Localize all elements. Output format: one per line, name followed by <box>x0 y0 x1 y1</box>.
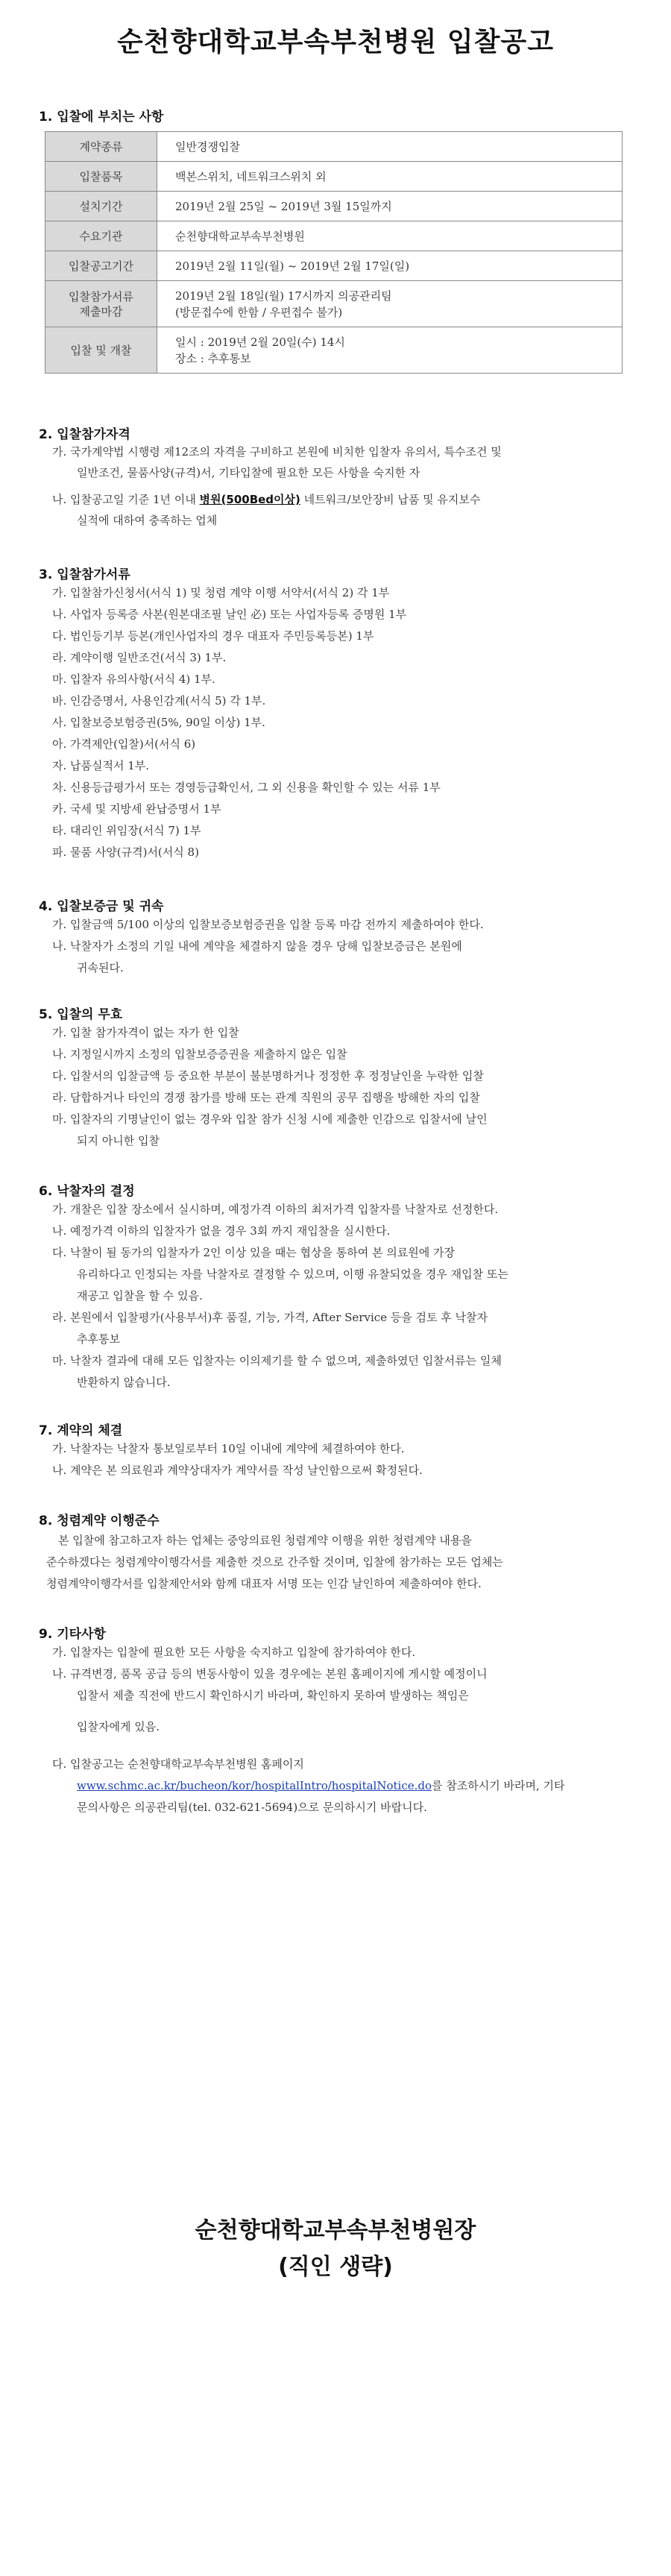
document-item: 나. 사업자 등록증 사본(원본대조필 날인 必) 또는 사업자등록 증명원 1부 <box>52 608 407 621</box>
table-row <box>45 192 623 221</box>
bid-info-table <box>45 131 623 374</box>
page-title: 순천향대학교부속부천병원 입찰공고 <box>117 27 554 57</box>
text-part: 를 참조하시기 바라며, 기타 <box>432 1779 565 1792</box>
row-value-line: 2019년 2월 18일(월) 17시까지 의공관리팀 <box>175 289 392 303</box>
document-item: 사. 입찰보증보험증권(5%, 90일 이상) 1부. <box>52 716 265 729</box>
misc-item-cont: 입찰자에게 있음. <box>77 1720 160 1733</box>
row-value-line: 장소 : 추후통보 <box>175 351 251 365</box>
table-row <box>45 251 623 281</box>
misc-item: 나. 규격변경, 품목 공급 등의 변동사항이 있을 경우에는 본원 홈페이지에 게시할 예정이니 <box>52 1667 488 1681</box>
homepage-link[interactable]: www.schmc.ac.kr/bucheon/kor/hospitalIntro/hospitalNotice.do <box>77 1779 432 1792</box>
section-3-heading: 3. 입찰참가서류 <box>39 567 130 582</box>
misc-item: 가. 입찰자는 입찰에 필요한 모든 사항을 숙지하고 입찰에 참가하여야 한다. <box>52 1646 416 1659</box>
award-item-cont: 유리하다고 인정되는 자를 낙찰자로 결정할 수 있으며, 이행 유찰되었을 경우 재입찰 또는 <box>77 1267 508 1281</box>
document-item: 카. 국세 및 지방세 완납증명서 1부 <box>52 802 221 816</box>
qualification-item-cont: 일반조건, 물품사양(규격)서, 기타입찰에 필요한 모든 사항을 숙지한 자 <box>77 466 420 479</box>
row-label-line: 입찰참가서류 <box>69 289 133 303</box>
section-8-heading: 8. 청렴계약 이행준수 <box>39 1514 160 1528</box>
row-value: 백본스위치, 네트워크스위치 외 <box>157 162 623 192</box>
document-item: 다. 법인등기부 등본(개인사업자의 경우 대표자 주민등록등본) 1부 <box>52 629 374 643</box>
table-row <box>45 162 623 192</box>
award-item-cont: 반환하지 않습니다. <box>77 1376 171 1389</box>
award-item: 마. 낙찰자 결과에 대해 모든 입찰자는 이의제기를 할 수 없으며, 제출하였던 입찰서류는 일체 <box>52 1354 502 1367</box>
document-item: 바. 인감증명서, 사용인감계(서식 5) 각 1부. <box>52 694 266 708</box>
section-7-heading: 7. 계약의 체결 <box>39 1423 123 1438</box>
section-6-heading: 6. 낙찰자의 결정 <box>39 1184 135 1199</box>
document-item: 아. 가격제안(입찰)서(서식 6) <box>52 737 196 751</box>
document-item: 라. 계약이행 일반조건(서식 3) 1부. <box>52 651 227 664</box>
misc-item: 다. 입찰공고는 순천향대학교부속부천병원 홈페이지 <box>52 1757 304 1771</box>
document-item: 파. 물품 사양(규격)서(서식 8) <box>52 845 199 859</box>
text-part: 네트워크/보안장비 납품 및 유지보수 <box>300 493 481 506</box>
invalid-item-cont: 되지 아니한 입찰 <box>77 1134 160 1147</box>
row-label: 계약종류 <box>45 132 157 162</box>
section-1-heading: 1. 입찰에 부치는 사항 <box>39 110 164 125</box>
integrity-text: 청렴계약이행각서를 입찰제안서와 함께 대표자 서명 또는 인감 날인하여 제출하여야 한다. <box>46 1577 482 1590</box>
invalid-item: 라. 담합하거나 타인의 경쟁 참가를 방해 또는 관계 직원의 공무 집행을 방해한 자의 입찰 <box>52 1091 480 1104</box>
table-row <box>45 221 623 251</box>
hospital-director: 순천향대학교부속부천병원장 <box>195 2217 476 2243</box>
text-part: 나. 입찰공고일 기준 1년 이내 <box>52 493 200 506</box>
deposit-item: 나. 낙찰자가 소정의 기일 내에 계약을 체결하지 않을 경우 당해 입찰보증금은 본원에 <box>52 939 462 953</box>
row-label <box>45 281 157 327</box>
row-value: 일반경쟁입찰 <box>157 132 623 162</box>
document-item: 차. 신용등급평가서 또는 경영등급확인서, 그 외 신용을 확인할 수 있는 서류 1부 <box>52 781 441 794</box>
section-2-heading: 2. 입찰참가자격 <box>39 427 130 442</box>
invalid-item: 가. 입찰 참가자격이 없는 자가 한 입찰 <box>52 1026 239 1039</box>
misc-item-cont: 입찰서 제출 직전에 반드시 확인하시기 바라며, 확인하지 못하여 발생하는 책임은 <box>77 1689 469 1702</box>
row-label: 수요기관 <box>45 221 157 251</box>
document-item: 자. 납품실적서 1부. <box>52 759 150 772</box>
row-value-line: (방문접수에 한함 / 우편접수 불가) <box>175 305 343 319</box>
document-item: 가. 입찰참가신청서(서식 1) 및 청렴 계약 이행 서약서(서식 2) 각 1부 <box>52 586 390 599</box>
misc-item-cont: 문의사항은 의공관리팀(tel. 032-621-5694)으로 문의하시기 바랍니다. <box>77 1801 427 1814</box>
invalid-item: 다. 입찰서의 입찰금액 등 중요한 부분이 불분명하거나 정정한 후 정정날인을 누락한 입찰 <box>52 1069 484 1083</box>
award-item-cont: 추후통보 <box>77 1332 120 1346</box>
row-label: 입찰품목 <box>45 162 157 192</box>
row-value <box>157 281 623 327</box>
emphasis-text: 병원(500Bed이상) <box>199 493 300 506</box>
qualification-item <box>52 492 480 507</box>
section-9-heading: 9. 기타사항 <box>39 1627 106 1642</box>
invalid-item: 나. 지정일시까지 소정의 입찰보증증권을 제출하지 않은 입찰 <box>52 1048 347 1061</box>
section-5-heading: 5. 입찰의 무효 <box>39 1007 123 1022</box>
contract-item: 나. 계약은 본 의료원과 계약상대자가 계약서를 작성 날인함으로써 확정된다. <box>52 1464 423 1477</box>
deposit-item: 가. 입찰금액 5/100 이상의 입찰보증보험증권을 입찰 등록 마감 전까지 제출하여야 한다. <box>52 918 484 931</box>
contract-item: 가. 낙찰자는 낙찰자 통보일로부터 10일 이내에 계약에 체결하여야 한다. <box>52 1442 405 1455</box>
award-item: 나. 예정가격 이하의 입찰자가 없을 경우 3회 까지 재입찰을 실시한다. <box>52 1224 391 1238</box>
integrity-text: 준수하겠다는 청렴계약이행각서를 제출한 것으로 간주할 것이며, 입찰에 참가하는 모든 업체는 <box>46 1555 503 1569</box>
row-label: 입찰공고기간 <box>45 251 157 281</box>
row-value: 2019년 2월 25일 ~ 2019년 3월 15일까지 <box>157 192 623 221</box>
qualification-item-cont: 실적에 대하여 충족하는 업체 <box>77 514 218 527</box>
table-row <box>45 132 623 162</box>
document-item: 마. 입찰자 유의사항(서식 4) 1부. <box>52 673 215 686</box>
row-label: 입찰 및 개찰 <box>45 327 157 374</box>
qualification-item: 가. 국가계약법 시행령 제12조의 자격을 구비하고 본원에 비치한 입찰자 유의서, 특수조건 및 <box>52 445 502 459</box>
row-label-line: 제출마감 <box>79 304 123 318</box>
row-value: 2019년 2월 11일(월) ~ 2019년 2월 17일(일) <box>157 251 623 281</box>
seal-omitted-note: (직인 생략) <box>278 2254 393 2280</box>
award-item-cont: 재공고 입찰을 할 수 있음. <box>77 1289 203 1303</box>
award-item: 다. 낙찰이 될 동가의 입찰자가 2인 이상 있을 때는 협상을 통하여 본 의료원에 가장 <box>52 1246 455 1259</box>
section-4-heading: 4. 입찰보증금 및 귀속 <box>39 899 164 914</box>
integrity-text: 본 입찰에 참고하고자 하는 업체는 중앙의료원 청렴계약 이행을 위한 청렴계약 내용을 <box>58 1534 472 1547</box>
table-row <box>45 327 623 374</box>
row-label: 설치기간 <box>45 192 157 221</box>
misc-item-cont <box>77 1778 564 1793</box>
row-value: 순천향대학교부속부천병원 <box>157 221 623 251</box>
deposit-item-cont: 귀속된다. <box>77 961 124 974</box>
row-value-line: 일시 : 2019년 2월 20일(수) 14시 <box>175 335 345 349</box>
invalid-item: 마. 입찰자의 기명날인이 없는 경우와 입찰 참가 신청 시에 제출한 인감으로 입찰서에 날인 <box>52 1112 488 1126</box>
row-value <box>157 327 623 374</box>
document-item: 타. 대리인 위임장(서식 7) 1부 <box>52 824 201 837</box>
award-item: 라. 본원에서 입찰평가(사용부서)후 품질, 기능, 가격, After Service 등을 검토 후 낙찰자 <box>52 1311 488 1324</box>
table-row <box>45 281 623 327</box>
award-item: 가. 개찰은 입찰 장소에서 실시하며, 예정가격 이하의 최저가격 입찰자를 낙찰자로 선정한다. <box>52 1203 499 1216</box>
